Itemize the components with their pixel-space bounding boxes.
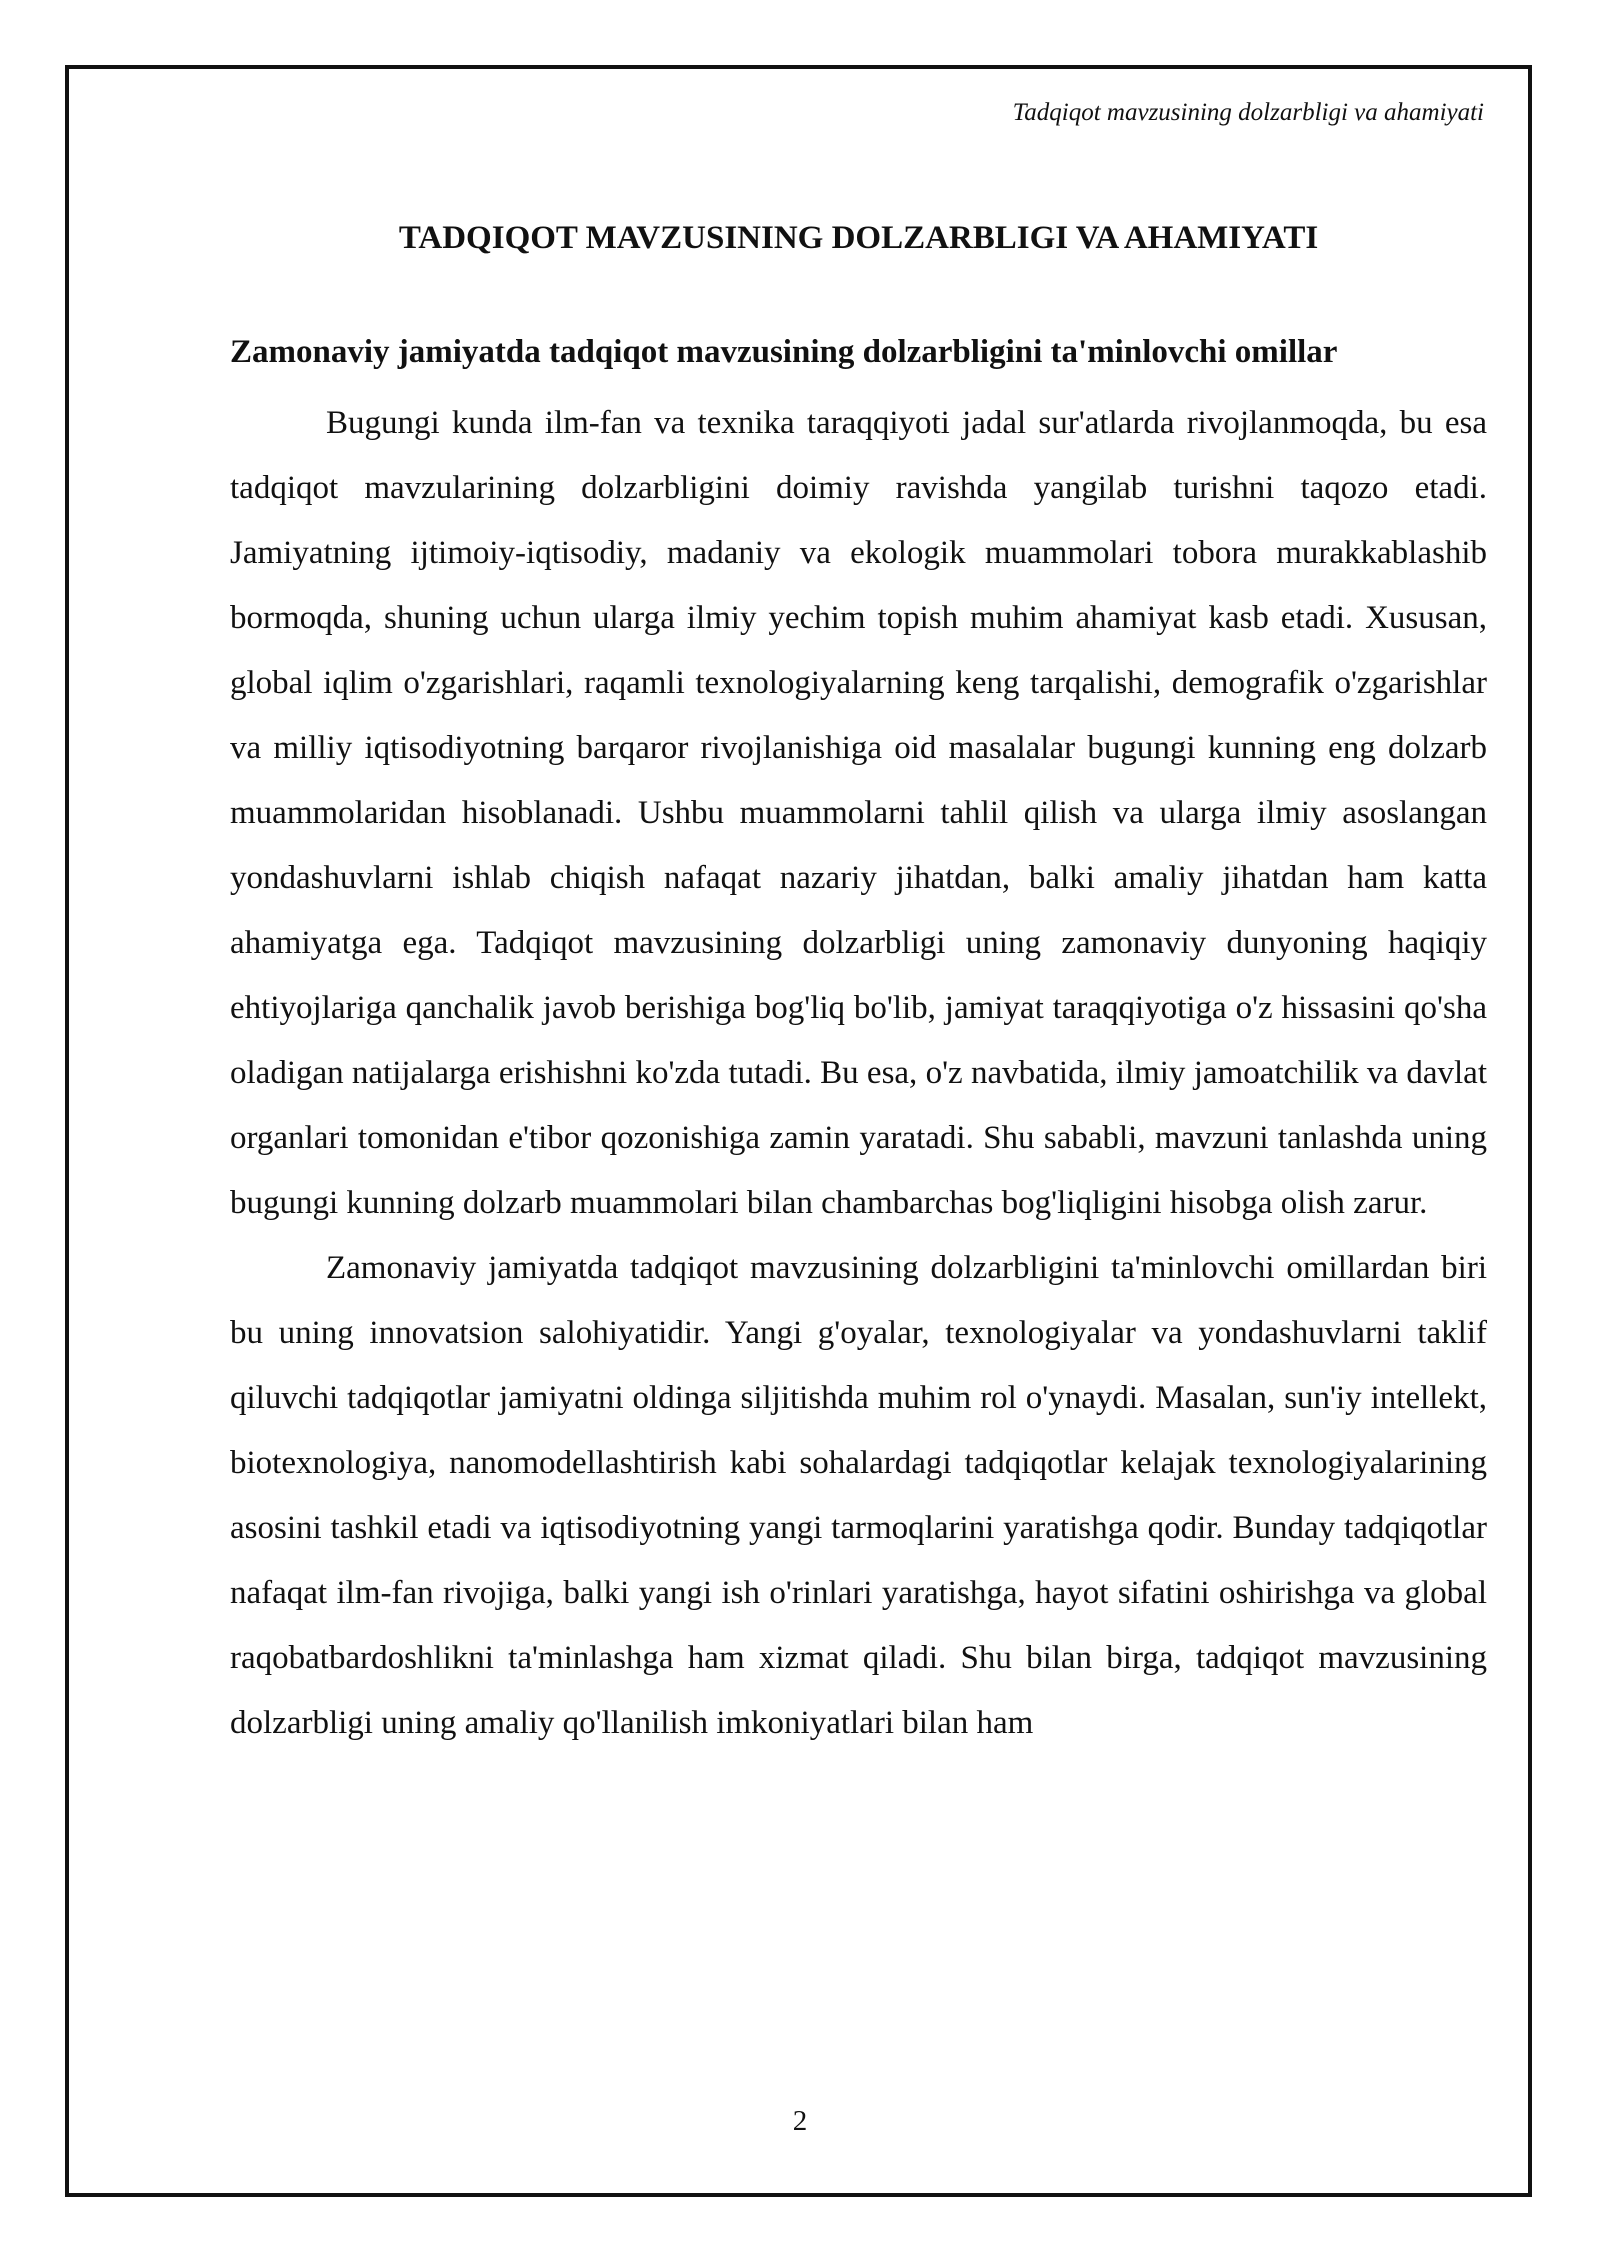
paragraph-2: Zamonaviy jamiyatda tadqiqot mavzusining dolzarbligini ta'minlovchi omillardan biri bu uning innovatsion salohiyatidir. Yangi g'oyalar, texnologiyalar va yondashuvlarni taklif qiluvchi tadqiqotlar jamiyatni oldinga siljitishda muhim rol o'ynaydi. Masalan, sun'iy intellekt, biotexnologiya, nanomodellashtirish kabi sohalardagi tadqiqotlar kelajak texnologiyalarining asosini tashkil etadi va iqtisodiyotning yangi tarmoqlarini yaratishga qodir. Bunday tadqiqotlar nafaqat ilm-fan rivojiga, balki yangi ish o'rinlari yaratishga, hayot sifatini oshirishga va global raqobatbardoshlikni ta'minlashga ham xizmat qiladi. Shu bilan birga, tadqiqot mavzusining dolzarbligi uning amaliy qo'llanilish imkoniyatlari bilan ham xyxy=(230,1250,1487,1741)
running-header: Tadqiqot mavzusining dolzarbligi va ahamiyati xyxy=(1012,99,1484,126)
page-number: 2 xyxy=(792,2105,808,2137)
main-content xyxy=(230,320,1487,1756)
page-title: TADQIQOT MAVZUSINING DOLZARBLIGI VA AHAMIYATI xyxy=(398,220,1319,256)
section-heading: Zamonaviy jamiyatda tadqiqot mavzusining dolzarbligini ta'minlovchi omillar xyxy=(230,334,1338,370)
paragraph-1: Bugungi kunda ilm-fan va texnika taraqqiyoti jadal sur'atlarda rivojlanmoqda, bu esa tadqiqot mavzularining dolzarbligini doimiy ravishda yangilab turishni taqozo etadi. Jamiyatning ijtimoiy-iqtisodiy, madaniy va ekologik muammolari tobora murakkablashib bormoqda, shuning uchun ularga ilmiy yechim topish muhim ahamiyat kasb etadi. Xususan, global iqlim o'zgarishlari, raqamli texnologiyalarning keng tarqalishi, demografik o'zgarishlar va milliy iqtisodiyotning barqaror rivojlanishiga oid masalalar bugungi kunning eng dolzarb muammolaridan hisoblanadi. Ushbu muammolarni tahlil qilish va ularga ilmiy asoslangan yondashuvlarni ishlab chiqish nafaqat nazariy jihatdan, balki amaliy jihatdan ham katta ahamiyatga ega. Tadqiqot mavzusining dolzarbligi uning zamonaviy dunyoning haqiqiy ehtiyojlariga qanchalik javob berishiga bog'liq bo'lib, jamiyat taraqqiyotiga o'z hissasini qo'sha oladigan natijalarga erishishni ko'zda tutadi. Bu esa, o'z navbatida, ilmiy jamoatchilik va davlat organlari tomonidan e'tibor qozonishiga zamin yaratadi. Shu sababli, mavzuni tanlashda uning bugungi kunning dolzarb muammolari bilan chambarchas bog'liqligini hisobga olish zarur. xyxy=(230,405,1487,1221)
